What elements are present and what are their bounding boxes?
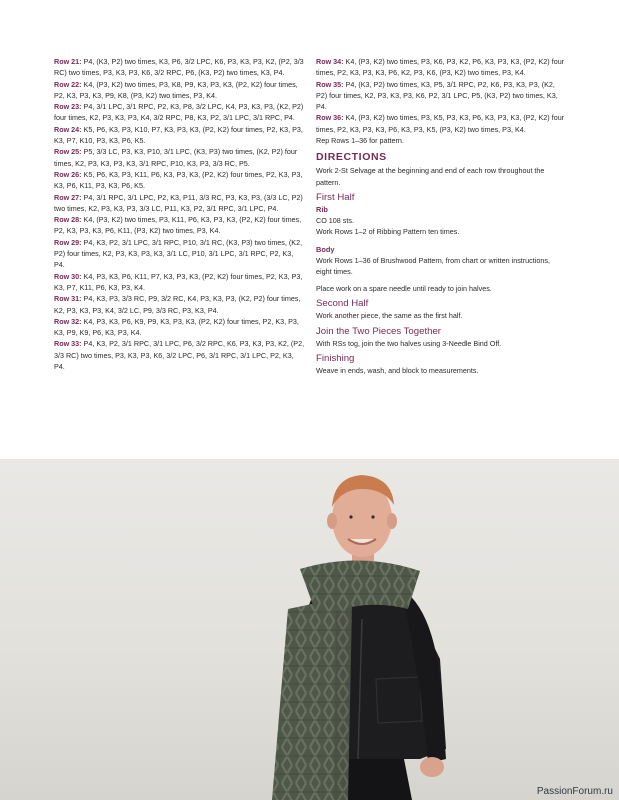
pattern-row-32: Row 32: K4, P3, K3, P6, K9, P9, K3, P3, K3, (P2, K2) four times, P2, K3, P3, K3, P9, K9, P6, K3, P3, K4. — [54, 316, 299, 338]
shawl-front-panel — [318, 605, 352, 800]
second-half-heading: Second Half — [316, 298, 369, 310]
finishing-text: Weave in ends, wash, and block to measurements. — [316, 366, 479, 376]
pattern-row-35: Row 35: P4, (K3, P2) two times, K3, P5, 3/1 RPC, P2, K6, P3, K3, P3, (K2, P2) four times, K2, P3, K3, P3, K6, P2, 3/1 LPC, P5, (K3, P2) two times, K3, P4. — [316, 79, 558, 112]
rep-rows-note: Rep Rows 1–36 for pattern. — [316, 136, 404, 146]
rib-line-2: Work Rows 1–2 of Ribbing Pattern ten times. — [316, 227, 460, 237]
left-column — [54, 56, 306, 372]
pattern-row-26: Row 26: K5, P6, K3, P3, K11, P6, K3, P3, K3, (P2, K2) four times, P2, K3, P3, K3, P6, K11, P3, K3, P6, K5. — [54, 169, 303, 191]
second-half-text: Work another piece, the same as the first half. — [316, 311, 463, 321]
join-heading: Join the Two Pieces Together — [316, 325, 441, 337]
rib-heading: Rib — [316, 204, 328, 214]
pattern-row-33: Row 33: P4, K3, P2, 3/1 RPC, 3/1 LPC, P6, 3/2 RPC, K6, P3, K3, P3, K2, (P2, 3/3 RC) two times, P3, K3, P3, K6, 3/2 LPC, P6, 3/1 RPC, 3/1 LPC, P2, K3, P4. — [54, 339, 305, 372]
pattern-row-22: Row 22: K4, (P3, K2) two times, P3, K8, P9, K3, P3, K3, (P2, K2) four times, P2, K3, P3, K3, P9, K8, (P3, K2) two times, P3, K4. — [54, 79, 298, 100]
body-text: Work Rows 1–36 of Brushwood Pattern, from chart or written instructions, eight times. — [316, 255, 550, 276]
pattern-row-30: Row 30: K4, P3, K3, P6, K11, P7, K3, P3, K3, (P2, K2) four times, P2, K3, P3, K3, P7, K11, P6, K3, P3, K4. — [54, 271, 303, 292]
pattern-row-25: Row 25: P5, 3/3 LC, P3, K3, P10, 3/1 LPC, (K3, P3) two times, (K2, P2) four times, K2, P3, K3, P3, K3, 3/1 RPC, P10, K3, P3, 3/3 RC, P5. — [54, 147, 298, 168]
pattern-row-29: Row 29: P4, K3, P2, 3/1 LPC, 3/1 RPC, P10, 3/1 RC, (K3, P3) two times, (K2, P2) four times, K2, P3, K3, P3, K3, 3/1 LC, P10, 3/1 LPC, 3/1 RPC, P2, K3, P4. — [54, 237, 303, 270]
spare-needle-text: Place work on a spare needle until ready to join halves. — [316, 284, 492, 294]
pattern-row-34: Row 34: K4, (P3, K2) two times, P3, K6, P3, K2, P6, K3, P3, K3, (P2, K2) four times, P2, K3, P3, K3, P6, K2, P3, K6, (P3, K2) two times, P3, K4. — [316, 57, 565, 78]
pattern-row-31: Row 31: P4, K3, P3, 3/3 RC, P9, 3/2 RC, K4, P3, K3, P3, (K2, P2) four times, K2, P3, K3, P3, K4, 3/2 LC, P9, 3/3 RC, P3, K3, P4. — [54, 294, 301, 315]
body-heading: Body — [316, 244, 335, 254]
pattern-row-21: Row 21: P4, (K3, P2) two times, K3, P6, 3/2 LPC, K6, P3, K3, P3, K2, (P2, 3/3 RC) two times, P3, K3, P3, K6, 3/2 RPC, P6, (K3, P2) two times, K3, P4. — [54, 57, 304, 78]
right-hand — [420, 757, 444, 777]
model-photo — [0, 459, 619, 800]
directions-intro: Work 2-St Selvage at the beginning and end of each row throughout the pattern. — [316, 166, 545, 187]
right-column — [316, 56, 566, 376]
rib-line-1: CO 108 sts. — [316, 215, 354, 225]
pattern-row-27: Row 27: P4, 3/1 RPC, 3/1 LPC, P2, K3, P11, 3/3 RC, P3, K3, P3, (3/3 LC, P2) two times, K2, P3, K3, P3, 3/3 LC, P11, K3, P2, 3/1 RPC, 3/1 LPC, P4. — [54, 192, 303, 213]
pattern-row-24: Row 24: K5, P6, K3, P3, K10, P7, K3, P3, K3, (P2, K2) four times, P2, K3, P3, K3, P7, K10, P3, K3, P6, K5. — [54, 124, 303, 146]
pattern-row-36: Row 36: K4, (P3, K2) two times, P3, K5, P3, K3, P6, K3, P3, K3, (P2, K2) four times, P2, K3, P3, K3, P6, K3, P3, K5, (P3, K2) two times, P3, K4. — [316, 113, 565, 134]
pattern-row-23: Row 23: P4, 3/1 LPC, 3/1 RPC, P2, K3, P8, 3/2 LPC, K4, P3, K3, P3, (K2, P2) four times, K2, P3, K3, P3, K4, 3/2 RPC, P8, K3, P2, 3/1 LPC, 3/1 RPC, P4. — [54, 102, 304, 123]
first-half-heading: First Half — [316, 191, 355, 203]
model-illustration — [0, 459, 619, 800]
finishing-heading: Finishing — [316, 353, 355, 365]
join-text: With RSs tog, join the two halves using 3-Needle Bind Off. — [316, 338, 502, 348]
directions-heading: DIRECTIONS — [316, 151, 387, 164]
watermark: PassionForum.ru — [536, 786, 613, 797]
pattern-row-28: Row 28: K4, (P3, K2) two times, P3, K11, P6, K3, P3, K3, (P2, K2) four times, P2, K3, P3, K3, P6, K11, (P3, K2) two times, P3, K4. — [54, 215, 302, 236]
